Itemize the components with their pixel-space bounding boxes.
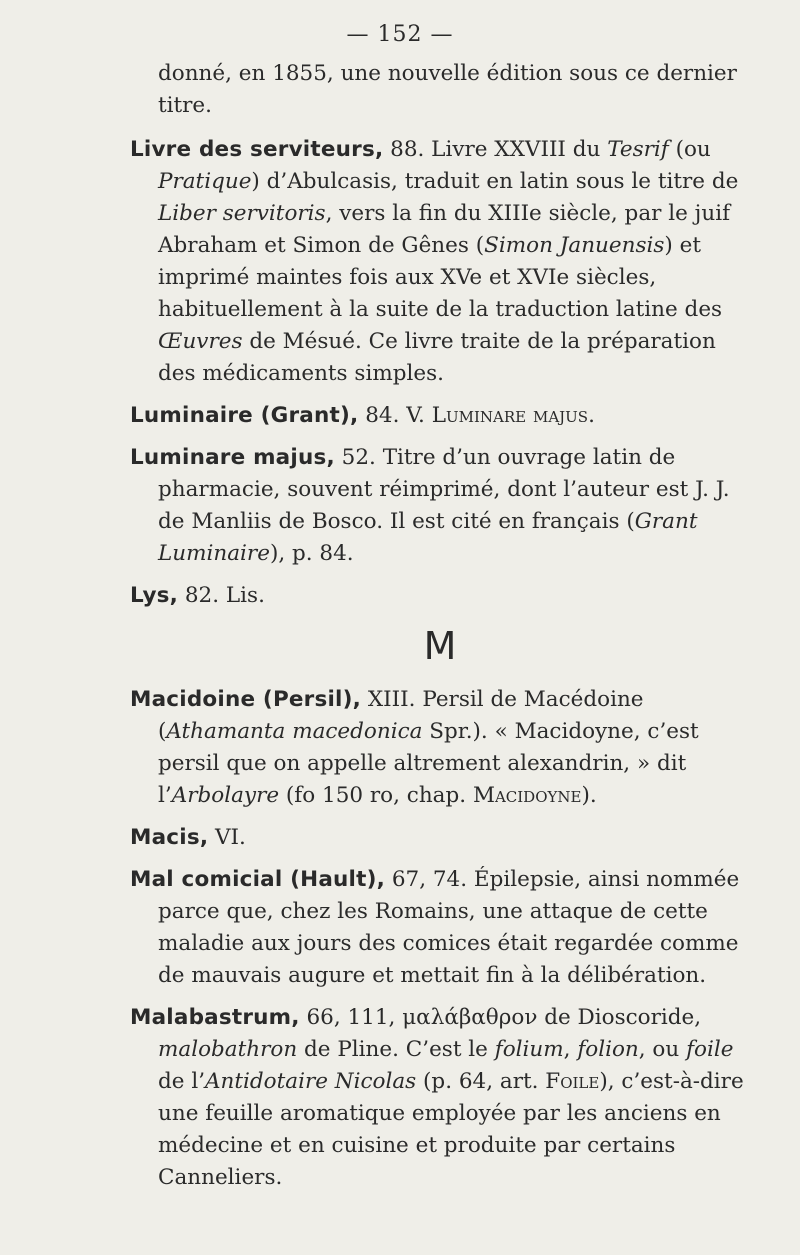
entry-luminaire-grant [130,400,750,432]
headword: Luminaire (Grant), [130,403,359,428]
italic-text: Œuvres [158,329,243,354]
italic-text: folium [494,1037,564,1062]
headword: Luminare majus, [130,445,335,470]
entry-text: 66, 111, μαλάβαθρον de Dioscoride, [299,1005,702,1030]
entry-text: 82. Lis. [178,583,265,608]
entry-text: XIII. Persil de Macédoine ( [158,687,644,744]
italic-text: Athamanta macedonica [166,719,423,744]
entry-text: , vers la fin du XIIIe siècle, par le juif Abraham et Simon de Gênes ( [158,201,731,258]
entry-text: ) et imprimé maintes fois aux XVe et XVIe siècles, habituellement à la suite de la traduction latine des [158,233,723,322]
entry-text: ). [581,783,597,808]
headword: Macis, [130,825,209,850]
headword: Livre des serviteurs, [130,137,384,162]
entry-text: 84. V. [358,403,432,428]
entry-luminare-majus [130,442,750,570]
section-letter: M [423,624,457,668]
italic-text: Grant Luminaire [158,509,698,566]
headword: Macidoine (Persil), [130,687,362,712]
dictionary-content [130,58,750,1204]
italic-text: Pratique [158,169,252,194]
entry-macidoine [130,684,750,812]
entry-text: de Pline. C’est le [297,1037,495,1062]
italic-text: malobathron [158,1037,298,1062]
entry-text: Spr.). « Macidoyne, c’est persil que on appelle altrement alexandrin, » dit l’ [158,719,699,808]
entry-text: de Mésué. Ce livre traite de la préparation des médicaments simples. [158,329,716,386]
entry-text: . [588,403,595,428]
entry-text: (fo 150 ro, chap. [279,783,473,808]
page-number: — 152 — [346,22,454,47]
small-caps-text: Macidoyne [472,783,582,808]
headword: Lys, [130,583,179,608]
entry-malabastrum [130,1002,750,1194]
entry-text: (ou [668,137,711,162]
entry-text: VI. [208,825,246,850]
small-caps-text: Luminare majus [431,403,589,428]
entry-text: 52. Titre d’un ouvrage latin de pharmacie, souvent réimprimé, dont l’auteur est J. J. de Manliis de Bosco. Il est cité en français ( [158,445,730,534]
italic-text: Tesrif [607,137,669,162]
italic-text: foile [686,1037,734,1062]
entry-text: , [563,1037,578,1062]
entry-lys [130,580,750,612]
entry-text: (p. 64, art. [416,1069,546,1094]
headword: Malabastrum, [130,1005,300,1030]
italic-text: Simon Januensis [484,233,665,258]
small-caps-text: Foile [545,1069,600,1094]
entry-macis [130,822,750,854]
entry-livre-des-serviteurs [130,134,750,390]
italic-text: folion [577,1037,639,1062]
entry-text: 67, 74. Épilepsie, ainsi nommée parce que, chez les Romains, une attaque de cette maladie aux jours des comices était regardée comme de mauvais augure et mettait fin à la délibération. [158,867,740,988]
entry-text: ) d’Abulcasis, traduit en latin sous le titre de [251,169,739,194]
headword: Mal comicial (Hault), [130,867,385,892]
intro-continuation [130,58,750,122]
italic-text: Antidotaire Nicolas [205,1069,417,1094]
entry-text: de l’ [158,1069,206,1094]
intro-text: donné, en 1855, une nouvelle édition sous ce dernier titre. [158,61,737,118]
entry-text: 88. Livre XXVIII du [383,137,608,162]
entry-text: ), c’est-à-dire une feuille aromatique employée par les anciens en médecine et en cuisine et produite par certains Canneliers. [158,1069,744,1190]
italic-text: Arbolayre [171,783,280,808]
italic-text: Liber servitoris [158,201,326,226]
entry-text: , ou [638,1037,687,1062]
entry-mal-comicial [130,864,750,992]
entry-text: ), p. 84. [269,541,354,566]
